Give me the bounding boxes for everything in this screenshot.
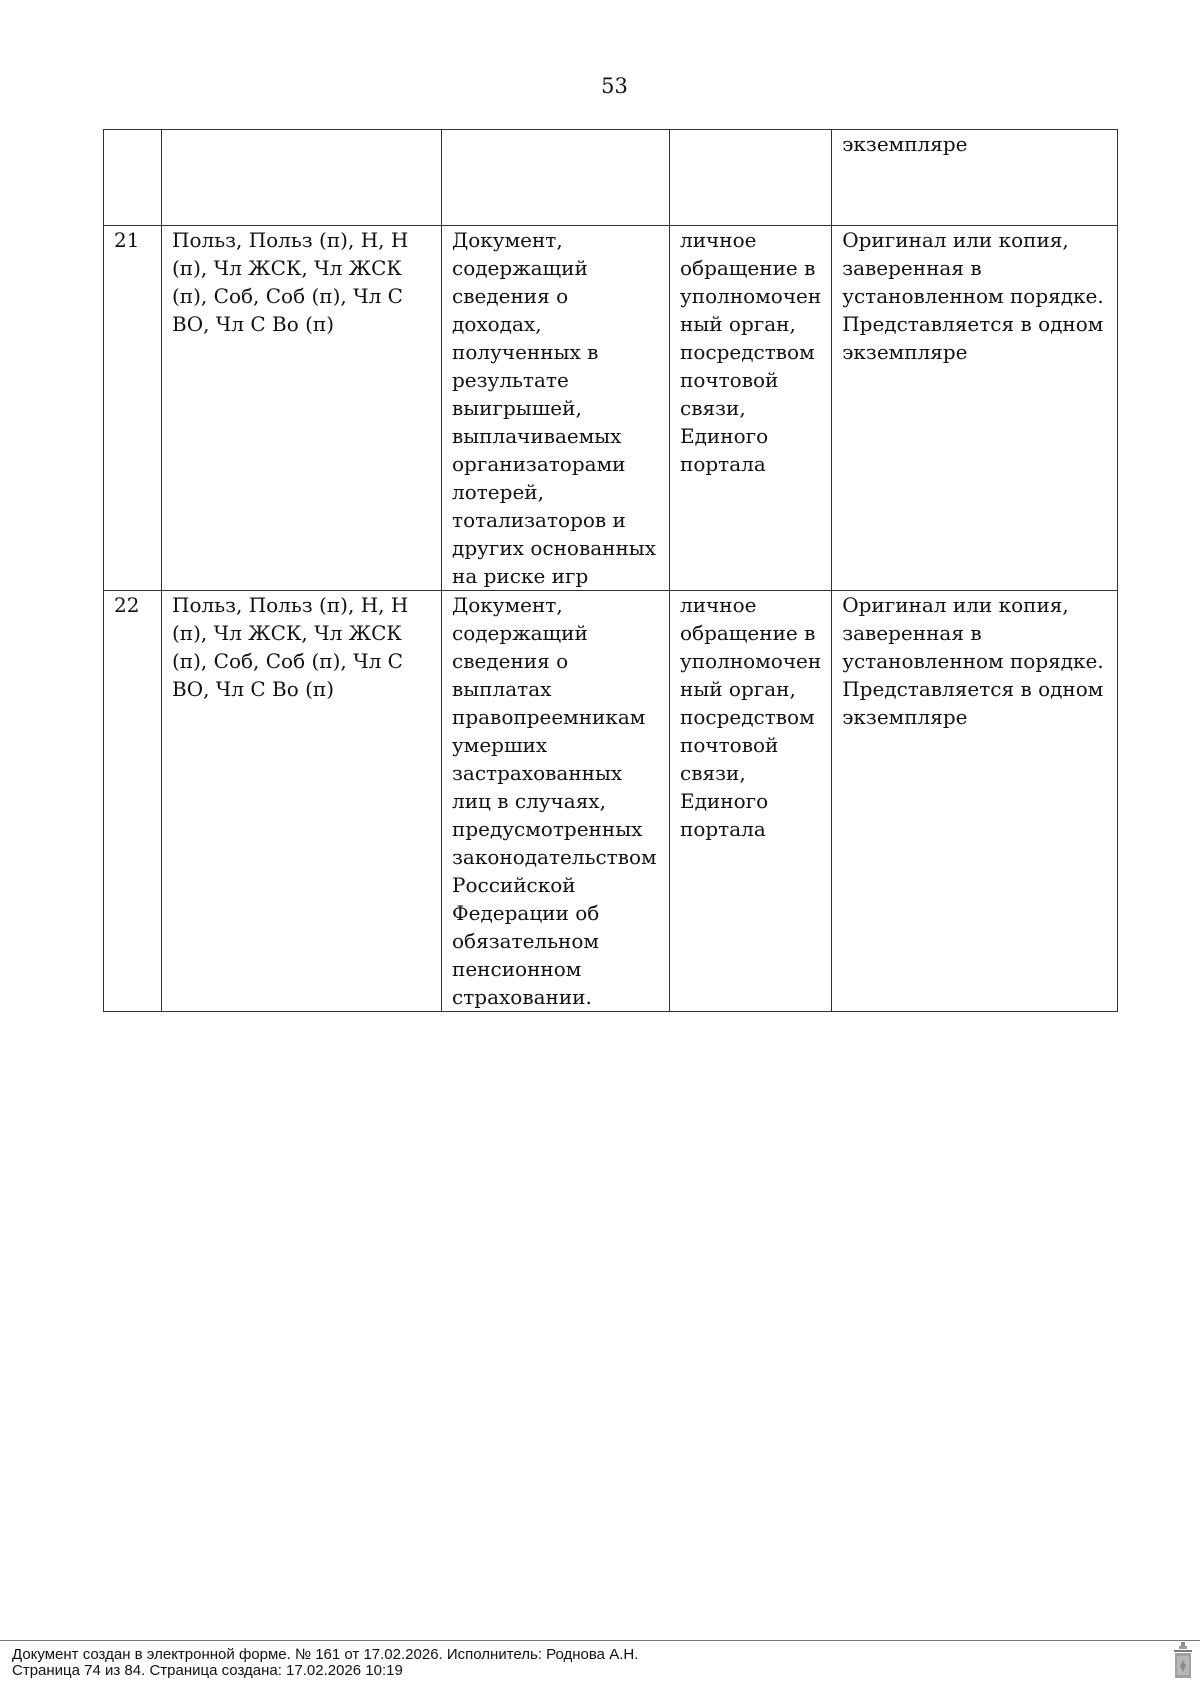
footer-page-info: Страница 74 из 84. Страница создана: 17.02.2026 10:19	[12, 1662, 403, 1679]
footer	[12, 1647, 638, 1679]
footer-divider	[0, 1640, 1200, 1641]
cell-document	[442, 130, 670, 226]
cell-applicants: Польз, Польз (п), Н, Н (п), Чл ЖСК, Чл ЖСК (п), Соб, Соб (п), Чл С ВО, Чл С Во (п)	[162, 591, 442, 1012]
table-row-22	[104, 591, 1118, 1012]
cell-submission-method	[670, 130, 832, 226]
footer-document-info: Документ создан в электронной форме. № 161 от 17.02.2026. Исполнитель: Роднова А.Н.	[12, 1646, 639, 1663]
cell-applicants	[162, 130, 442, 226]
table-row-continued	[104, 130, 1118, 226]
cell-form: Оригинал или копия, заверенная в установленном порядке. Представляется в одном экземпляре	[832, 226, 1118, 591]
table-row-21	[104, 226, 1118, 591]
page-number: 53	[601, 74, 628, 98]
cell-form: Оригинал или копия, заверенная в установленном порядке. Представляется в одном экземпляре	[832, 591, 1118, 1012]
cell-document: Документ, содержащий сведения о доходах, полученных в результате выигрышей, выплачиваемых организаторами лотерей, тотализаторов и других основанных на риске игр	[442, 226, 670, 591]
cell-document: Документ, содержащий сведения о выплатах правопреемникам умерших застрахованных лиц в случаях, предусмотренных законодательством Российской Федерации об обязательном пенсионном страховании.	[442, 591, 670, 1012]
cell-submission-method: личное обращение в уполномочен ный орган, посредством почтовой связи, Единого портала	[670, 591, 832, 1012]
cell-number	[104, 130, 162, 226]
cell-number: 21	[104, 226, 162, 591]
cell-form: экземпляре	[832, 130, 1118, 226]
coat-of-arms-icon	[1172, 1642, 1194, 1682]
cell-applicants: Польз, Польз (п), Н, Н (п), Чл ЖСК, Чл ЖСК (п), Соб, Соб (п), Чл С ВО, Чл С Во (п)	[162, 226, 442, 591]
cell-number: 22	[104, 591, 162, 1012]
documents-table	[103, 129, 1118, 1012]
cell-submission-method: личное обращение в уполномочен ный орган, посредством почтовой связи, Единого портала	[670, 226, 832, 591]
